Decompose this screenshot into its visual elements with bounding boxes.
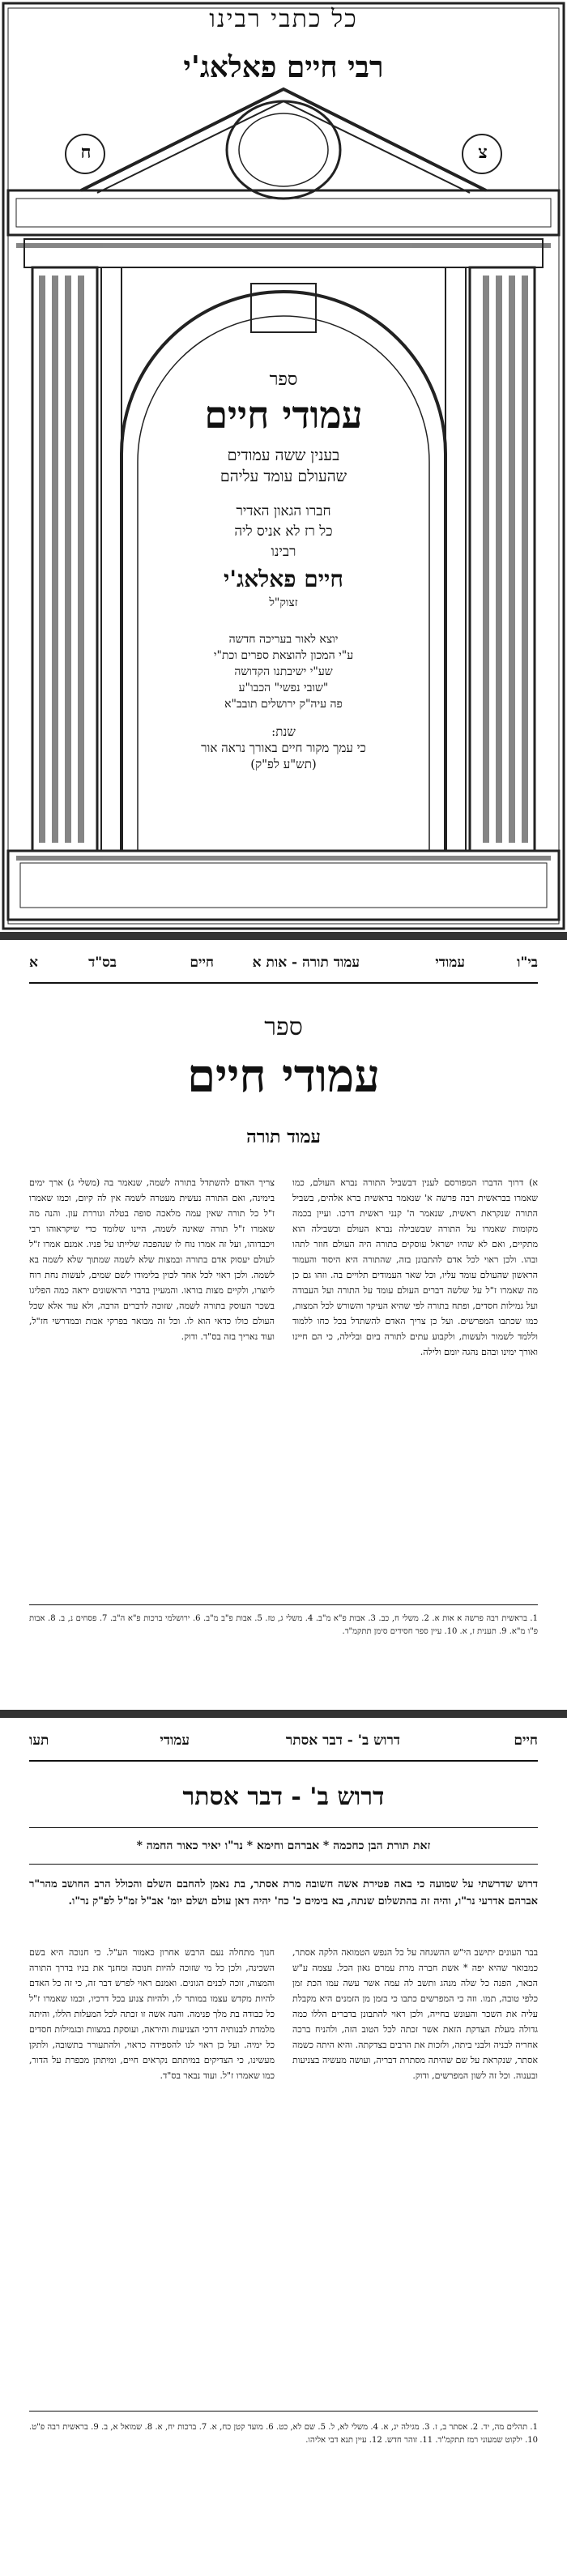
header-prefix: בי"ו bbox=[517, 955, 538, 971]
header-section: עמוד תורה - אות א bbox=[252, 955, 360, 971]
book-title-large: עמודי חיים bbox=[187, 1049, 380, 1103]
subtitle-line-1: בענין ששה עמודים bbox=[227, 446, 340, 464]
publisher-line-2: ע"י המכון להוצאת ספרים וכת"י bbox=[213, 649, 354, 662]
text-column-left: חנוך מתחלה נעם הרבש אחרון כאמור הע"ל. כי חנוכה היא בשם השכינה, ולכן כל מי שזוכה להיות חנוכה ומחנך את בניו בדרך התורה והמצוה, זוכה לבנים הגונים. ואמנם ראוי לפרש דבר זה, כי זה כל האדם להיות מקדש עצמו במותר לו, ולהיות צנוע בכל דרכיו, וכמו שאמרו ז"ל כל כבודה בת מלך פנימה. והנה אשה זו זכתה לכל המעלות הללו, והיתה מלמדת לבנותיה דרכי הצניעות והיראה, ועוסקת במצוות ובגמילות חסדים כל ימיה. ועל כן ראוי לנו להספידה כראוי, ולהתעורר בתשובה, ולתקן מעשינו, כי הצדיקים במיתתם נקראים חיים, ומיתתן מכפרת על הדור, כמו שאמרו ז"ל. ועוד נבאר בס"ד. bbox=[29, 1947, 275, 2081]
notes-rule bbox=[29, 1604, 538, 1605]
title-rule bbox=[29, 1827, 538, 1828]
year-line-1: כי עמך מקור חיים באורך נראה אור bbox=[201, 741, 366, 755]
publisher-line-4: "שובי נפשי" הכבו"ע bbox=[238, 681, 329, 694]
header-page-number: תעו bbox=[29, 1732, 49, 1749]
dedication-line: זאת תורת הבן כחכמה * אברהם וחימא * נר"ו יאיר כאור החמה * bbox=[136, 1839, 431, 1852]
composed-by: חברו הגאון האדיר bbox=[236, 503, 331, 519]
footnotes: 1. תהלים מה, יד. 2. אסתר ב, ז. 3. מגילה יג, א. 4. משלי לא, ל. 5. שם לא, כט. 6. מועד קטן כח, א. 7. ברכות יח, א. 8. שמואל א, ב. 9. בראשית רבה פ"ט. 10. ילקוט שמעוני רמז תתקמ"ד. 11. זוהר חדש. 12. עיין תנא דבי אליהו. bbox=[29, 2423, 538, 2445]
series-title: כל כתבי רבינו bbox=[209, 5, 358, 33]
emblem-letter-left: ח bbox=[80, 142, 92, 163]
page-3 bbox=[0, 1718, 567, 2576]
header-rule bbox=[29, 982, 538, 984]
text-columns bbox=[29, 1945, 538, 2399]
header-section: דרוש ב' - דבר אסתר bbox=[285, 1732, 400, 1749]
publisher-line-3: שע"י ישיבתנו הקדושה bbox=[234, 665, 333, 678]
header-rule bbox=[29, 1760, 538, 1762]
text-column-right: בבר העונים יתישב הי"ש ההשגחה על כל הנפש הטמואה הלקה אסתר, כמבואר שהיא יפה * אשת חברה מרת עמרם גאון הכל. עצמה ע"ש הכאר, הפנה כל שלה מנהג ותשב לה עמה אשר עשה עמו הכת זמן כלפי טובה, תמו. וזה כי המפרשים כתבו כי בזמן מן הזמנים היא מקבלת עליה את השכר והעונש בחייה, ולכן ראוי להתבונן בדברים הללו כמה גדולה מעלת הצדקת הזאת אשר זכתה לכל הטוב הזה, ולהניח ברכה אחריה לבניה ולבני ביתה, ולזכות את הרבים בצדקתה. והיא היתה כשמה אסתר, שנקראת על שם שהיתה מסתרת דבריה, ועושה מעשיה בצניעות ובענוה. וכל זה לשון המפרשים, ודוק. bbox=[292, 1947, 538, 2081]
text-column-left: צריך האדם להשתדל בתורה לשמה, שנאמר בה (משלי ג) ארך ימים בימינה, ואם התורה נעשית מעטרה לשמה אין לה קיום, וכמו שאמרו ז"ל כל תורה שאין עמה מלאכה סופה בטלה וגוררת עון. והנה מה שאמרו ז"ל תורה שאינה לשמה, היינו שלומד כדי שיקראוהו רבי ויכבדוהו, ועל זה אמרו נוח לו שנהפכה שלייתו על פניו. אמנם אמרו ז"ל לעולם יעסוק אדם בתורה ובמצות שלא לשמה שמתוך שלא לשמה בא לשמה. ולכן ראוי לכל אחד לכוין בלימודו לשם שמים, לעשות נחת רוח ליוצרו, ולקיים מצות בוראו. והמעיין בדברי הראשונים יראה כמה הפליגו בשכר העוסק בתורה לשמה, שזוכה לדברים הרבה, ולא עוד אלא שכל העולם כולו כדאי הוא לו. וכל זה מבואר בפרקי אבות ובמדרשי חז"ל, ועוד נאריך בזה בס"ד. ודוק. bbox=[29, 1177, 275, 1342]
page-divider bbox=[0, 1710, 567, 1718]
year-line-2: (תש"ע לפ"ק) bbox=[250, 757, 317, 771]
page-2 bbox=[0, 940, 567, 1710]
publisher-line-5: פה עיה"ק ירושלים תובב"א bbox=[224, 698, 343, 711]
emblem-letter-right: צ bbox=[478, 142, 488, 163]
title-block bbox=[122, 369, 446, 772]
header-title-right: חיים bbox=[514, 1732, 538, 1749]
book-title: עמודי חיים bbox=[204, 393, 363, 437]
dedication-rule bbox=[29, 1864, 538, 1865]
header-bsd: בס"ד bbox=[88, 955, 117, 971]
running-header bbox=[29, 1732, 538, 1757]
composed-by-2: כל רז לא אניס ליה bbox=[234, 523, 333, 540]
rabbeinu: רבינו bbox=[271, 544, 296, 560]
running-header bbox=[29, 955, 538, 979]
subtitle-line-2: שהעולם עומד עליהם bbox=[220, 468, 347, 485]
pre-title: ספר bbox=[269, 370, 298, 390]
publisher-line-1: יוצא לאור בעריכה חדשה bbox=[228, 633, 339, 646]
footnotes: 1. בראשית רבה פרשה א אות א. 2. משלי ח, כב. 3. אבות פ"א מ"ב. 4. משלי ג, טז. 5. אבות פ"ב מ"ב. 6. ירושלמי ברכות פ"א ה"ב. 7. פסחים נ, ב. 8. אבות פ"ו מ"א. 9. תענית ז, א. 10. עיין ספר חסידים סימן תתקמ"ד. bbox=[29, 1614, 538, 1636]
sefer-label: ספר bbox=[264, 1013, 303, 1041]
header-title-left: עמודי bbox=[160, 1732, 190, 1749]
year-label: שנת: bbox=[271, 724, 296, 739]
title-page bbox=[0, 0, 567, 932]
notes-rule bbox=[29, 2411, 538, 2412]
section-title: עמוד תורה bbox=[246, 1126, 321, 1147]
drush-title: דרוש ב' - דבר אסתר bbox=[182, 1783, 385, 1811]
page-divider bbox=[0, 932, 567, 940]
intro-paragraph: דרוש שדרשתי על שמועה כי באה פטירת אשה חשובה מרת אסתר, בת נאמן להחבם השלם והכולל הרב החושב מהר"ר אברהם אדרעי נר"ו, והיה זה בהתשלום שנתה, בא בימים כ' כח' יהיה דאן עולם ושלם יומ' אב"ל זמ"ל לפ"ק נר"ו. bbox=[29, 1878, 538, 1907]
author-name: חיים פאלאג'י bbox=[224, 566, 343, 592]
header-page-number: א bbox=[29, 955, 38, 971]
zatzal: זצוק"ל bbox=[269, 596, 298, 609]
author-name-top: רבי חיים פאלאג'י bbox=[183, 50, 384, 84]
text-column-right: א) דרוך הדברו המפורסם לענין דבשביל התורה נברא העולם, כמו שאמרו בבראשית רבה פרשה א' שנאמר בראשית ברא אלהים, בשביל התורה שנקראת ראשית, שנאמר ה' קנני ראשית דרכו. ועיין בכמה מקומות שאמרו על התורה שבשבילה נברא העולם ובשבילה הוא מתקיים, ואם לא שהיו ישראל עוסקים בתורה היה העולם חוזר לתהו ובהו. ולכן ראוי לכל אדם להתבונן בזה, שהתורה היא היסוד והעמוד הראשון שהעולם עומד עליו, וכל שאר העמודים תלויים בה. וזהו גם כן מה שאמרו ז"ל על שלשה דברים העולם עומד על התורה ועל העבודה ועל גמילות חסדים, ופתח בתורה לפי שהיא העיקר והשורש לכל המצות, כמו שכתבו המפרשים. ועל כן צריך האדם להשתדל בכל כחו ללמוד וללמד לשמור ולעשות, ולקבוע עתים לתורה ביום ובלילה, כי הם חיינו ואורך ימינו ובהם נהגה יומם ולילה. bbox=[292, 1177, 538, 1357]
header-title-left: עמודי bbox=[435, 955, 465, 971]
header-title-right: חיים bbox=[190, 955, 214, 971]
text-columns bbox=[29, 1175, 538, 1596]
